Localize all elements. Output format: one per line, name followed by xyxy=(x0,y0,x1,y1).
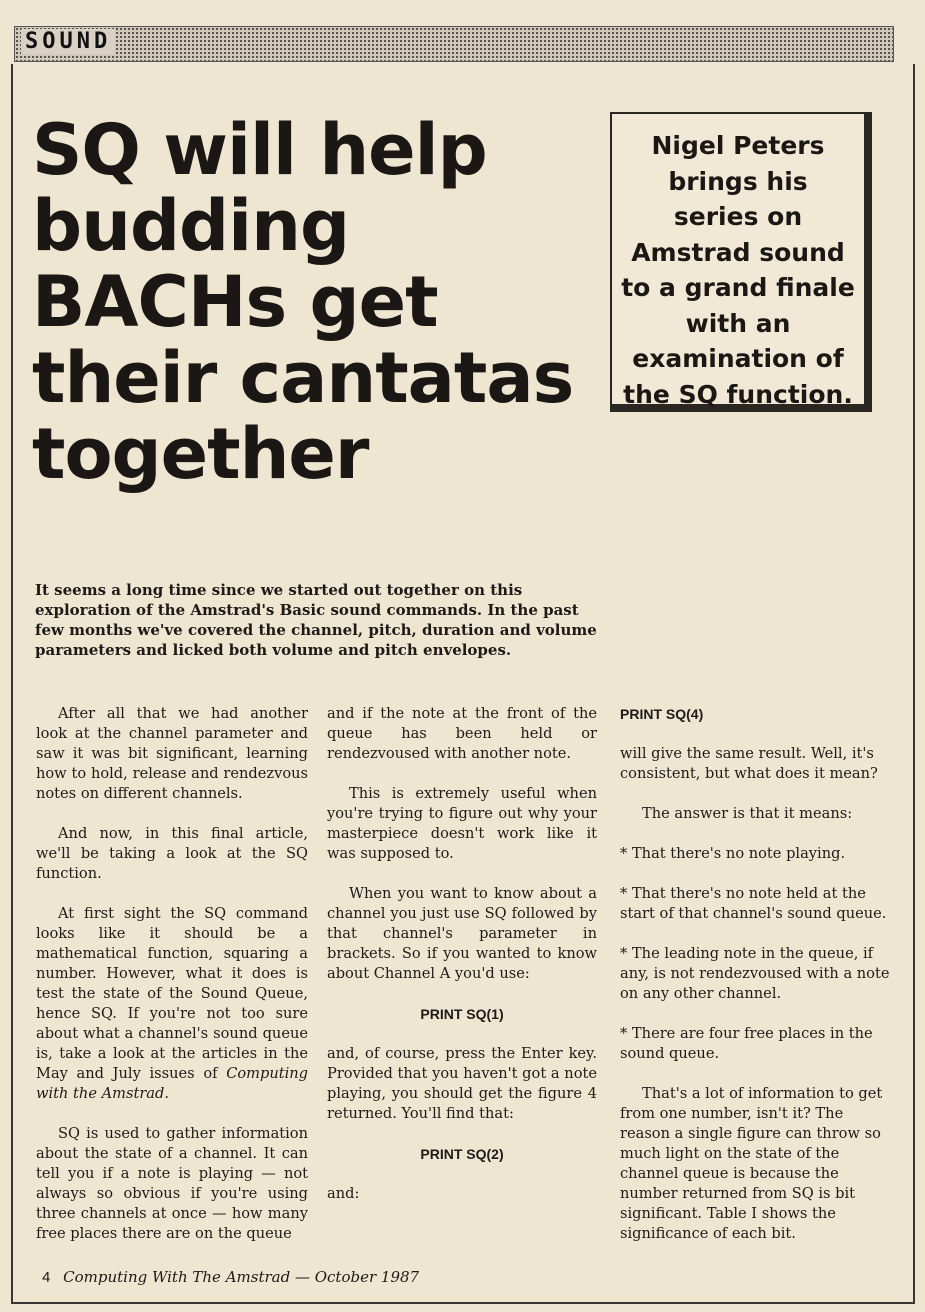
standfirst-box xyxy=(610,112,872,412)
section-label: SOUND xyxy=(21,29,115,54)
paragraph: That's a lot of information to get from one number, isn't it? The reason a single figure can throw so much light on the state of the channel queue is because the number returned from SQ is bit significant. Table I shows the significance of each bit. xyxy=(620,1085,883,1242)
paragraph xyxy=(36,904,308,1104)
headline-line: together xyxy=(32,413,369,495)
standfirst-line: examination of xyxy=(632,344,844,373)
paragraph-text: . xyxy=(164,1085,169,1102)
headline-line: their cantatas xyxy=(32,337,574,419)
headline-line: budding xyxy=(32,185,350,267)
bullet-item: * The leading note in the queue, if any, is not rendezvoused with a note on any other channel. xyxy=(620,945,890,1002)
intro-paragraph: It seems a long time since we started out together on this exploration of the Amstrad's Basic sound commands. In the past few months we've covered the channel, pitch, duration and volume parameters and licked both volume and pitch envelopes. xyxy=(35,581,597,659)
paragraph: and if the note at the front of the queue has been held or rendezvoused with another note. xyxy=(327,705,597,762)
headline-line: SQ will help xyxy=(32,109,487,191)
standfirst-line: Amstrad sound xyxy=(631,237,845,267)
bullet-item: * That there's no note playing. xyxy=(620,845,846,862)
paragraph-text: At first sight the SQ command looks like it should be a mathematical function, squaring a number. However, what it does is test the state of the Sound Queue, hence SQ. If you're not too sure about what a channel's sound queue is, take a look at the articles in the May and July issues of xyxy=(36,905,308,1082)
paragraph: After all that we had another look at the channel parameter and saw it was bit significant, learning how to hold, release and rendezvous notes on different channels. xyxy=(36,705,308,802)
footer-text: Computing With The Amstrad — October 1987 xyxy=(63,1268,420,1286)
paragraph: And now, in this final article, we'll be taking a look at the SQ function. xyxy=(36,825,308,882)
page-footer xyxy=(42,1268,419,1286)
paragraph: and, of course, press the Enter key. Provided that you haven't got a note playing, you should get the figure 4 returned. You'll find that: xyxy=(327,1045,597,1122)
paragraph: and: xyxy=(327,1185,360,1202)
bullet-item: * There are four free places in the sound queue. xyxy=(620,1025,873,1062)
standfirst-line: brings his xyxy=(668,166,808,196)
paragraph: When you want to know about a channel you just use SQ followed by that channel's parameter in brackets. So if you wanted to know about Channel A you'd use: xyxy=(327,885,597,982)
standfirst-line: the SQ function. xyxy=(623,379,853,409)
standfirst-line: series on xyxy=(673,202,803,231)
paragraph: This is extremely useful when you're trying to figure out why your masterpiece doesn't work like it was supposed to. xyxy=(327,785,597,862)
code-line: PRINT SQ(1) xyxy=(420,1006,504,1022)
standfirst-line: to a grand finale xyxy=(621,273,855,302)
paragraph: SQ is used to gather information about the state of a channel. It can tell you if a note is playing — not always so obvious if you're using three channels at once — how many free places there are on the queue xyxy=(36,1125,308,1242)
article-column-3 xyxy=(620,704,890,1264)
magazine-title: Computing with the Amstrad xyxy=(36,1065,308,1102)
paragraph: will give the same result. Well, it's consistent, but what does it mean? xyxy=(620,745,878,782)
page-number: 4 xyxy=(42,1269,51,1286)
section-banner xyxy=(14,26,894,62)
paragraph: The answer is that it means: xyxy=(642,805,853,822)
headline-line: BACHs get xyxy=(32,261,438,343)
code-line: PRINT SQ(2) xyxy=(420,1146,504,1162)
bullet-item: * That there's no note held at the start of that channel's sound queue. xyxy=(620,885,887,922)
standfirst-line: with an xyxy=(685,308,791,338)
article-column-2 xyxy=(327,704,597,1224)
headline xyxy=(32,109,592,495)
article-column-1 xyxy=(36,704,308,1264)
code-line: PRINT SQ(4) xyxy=(620,706,704,722)
standfirst-line: Nigel Peters xyxy=(651,131,825,160)
